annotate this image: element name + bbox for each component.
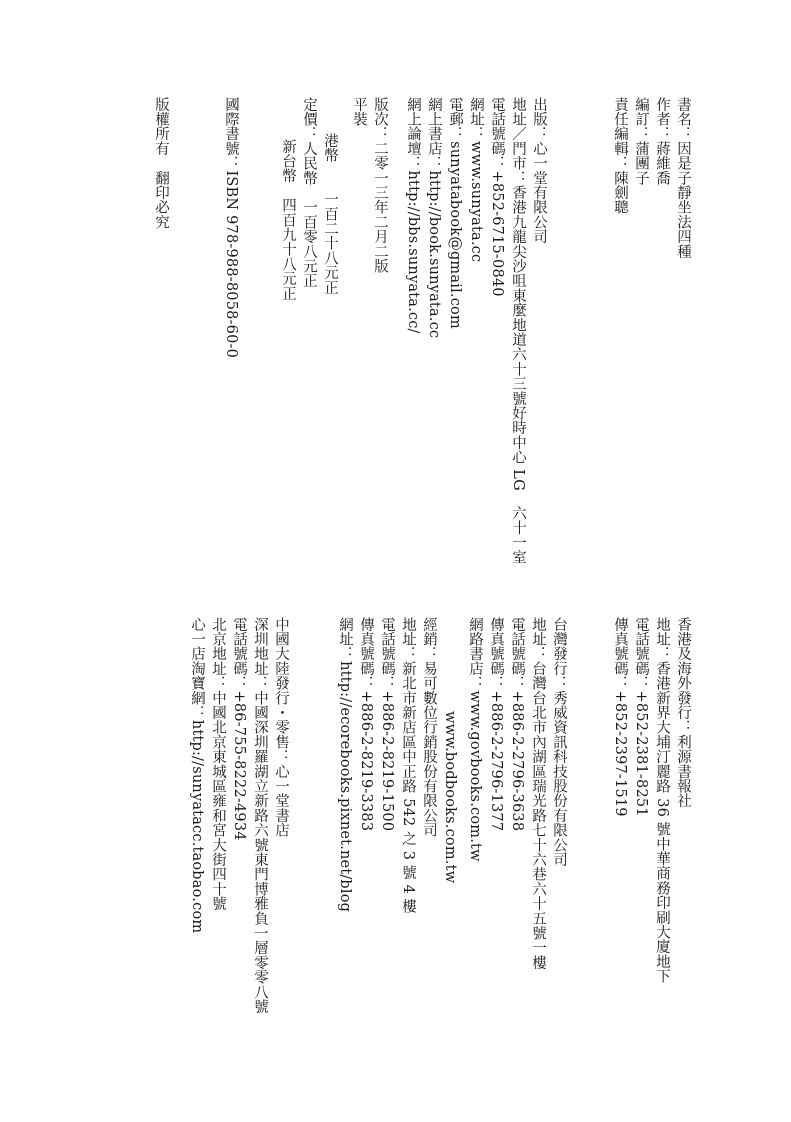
price-hkd-label: 港幣: [322, 133, 338, 163]
edition-info: [348, 97, 390, 273]
price-info: [277, 97, 340, 301]
mainland-distributor-line: 中國大陸發行・零售：心一堂書店: [273, 617, 289, 838]
price-hkd-line: [319, 97, 340, 301]
price-rmb-line: [298, 97, 319, 301]
price-rmb-value: 一百零八元正: [301, 199, 317, 289]
price-label: 定價：: [301, 97, 317, 142]
publisher-line: 出版：心一堂有限公司: [531, 97, 547, 244]
hk-address-line: 地址：香港新界大埔汀麗路 36 號中華商務印刷大廈地下: [654, 617, 670, 984]
taobao-line: 心一店淘寶網：http://sunyatacc.taobao.com: [189, 617, 205, 934]
book-title-line: 書名：因是子靜坐法四種: [675, 97, 691, 259]
mainland-phone-line: 電話號碼：+86-755-8222-4934: [231, 617, 247, 841]
hk-distribution: [609, 617, 693, 984]
binding-line: 平裝: [351, 97, 367, 127]
rights-info: [150, 97, 171, 229]
ecore-website-line: 網址：http://ecorebooks.pixnet.net/blog: [337, 617, 353, 913]
hk-fax-line: 傳真號碼：+852-2397-1519: [612, 617, 628, 817]
responsible-editor-line: 責任編輯：陳劍聰: [612, 97, 628, 215]
price-hkd-value: 一百二十八元正: [322, 191, 338, 295]
tw-phone-line: 電話號碼：+886-2-2796-3638: [509, 617, 525, 832]
isbn-line: 國際書號：ISBN 978-988-8058-60-0: [223, 97, 239, 359]
hk-phone-line: 電話號碼：+852-2381-8251: [633, 617, 649, 817]
publisher-address-line: 地址／門市：香港九龍尖沙咀東麼地道六十三號好時中心 LG 六十一室: [510, 97, 526, 565]
ecore-distributor-line: 經銷：易可數位行銷股份有限公司: [421, 617, 437, 838]
author-line: 作者：蔣維喬: [654, 97, 670, 186]
price-twd-label: 新台幣: [280, 139, 296, 184]
ecore-phone-line: 電話號碼：+886-2-8219-1500: [379, 617, 395, 832]
shenzhen-address-line: 深圳地址：中國深圳羅湖立新路六號東門博雅負一層零零八號: [252, 617, 268, 1014]
ecore-address-line: 地址：新北市新店區中正路 542 之 3 號 4 樓: [400, 617, 416, 914]
isbn-info: [220, 97, 241, 358]
mainland-distribution: [186, 617, 291, 1014]
rights-line: 版權所有 翻印必究: [153, 97, 169, 230]
tw-address-line: 地址：台灣台北市內湖區瑞光路七十六巷六十五號一樓: [530, 617, 546, 970]
publisher-phone-line: 電話號碼：+852-6715-0840: [489, 97, 505, 297]
edition-line: 版次：二零一三年二月二版: [372, 97, 388, 274]
tw-distributor-line: 台灣發行：秀威資訊科技股份有限公司: [551, 617, 567, 867]
publisher-info: [402, 97, 549, 564]
ecore-fax-line: 傳真號碼：+886-2-8219-3383: [358, 617, 374, 832]
book-info: [609, 97, 693, 259]
tw-distribution-2: [334, 617, 460, 913]
tw-online-store-line: 網路書店：www.govbooks.com.tw: [467, 617, 483, 862]
publisher-forum-line: 網上論壇：http://bbs.sunyata.cc/: [405, 97, 421, 334]
tw-distribution: [464, 617, 569, 970]
hk-distributor-line: 香港及海外發行：利源書報社: [675, 617, 691, 809]
bodbooks-url-line: www.bodbooks.com.tw: [442, 711, 458, 884]
editor-line: 編訂：蒲團子: [633, 97, 649, 186]
price-twd-value: 四百九十八元正: [280, 197, 296, 301]
publisher-email-line: 電郵：sunyatabook@gmail.com: [447, 97, 463, 329]
tw-fax-line: 傳真號碼：+886-2-2796-1377: [488, 617, 504, 832]
price-rmb-label: 人民幣: [301, 141, 317, 186]
publisher-website-line: 網址：www.sunyata.cc: [468, 97, 484, 263]
publisher-bookstore-line: 網上書店：http://book.sunyata.cc: [426, 97, 442, 339]
price-twd-line: [277, 97, 298, 301]
beijing-address-line: 北京地址：中國北京東城區雍和宮大街四十號: [210, 617, 226, 911]
